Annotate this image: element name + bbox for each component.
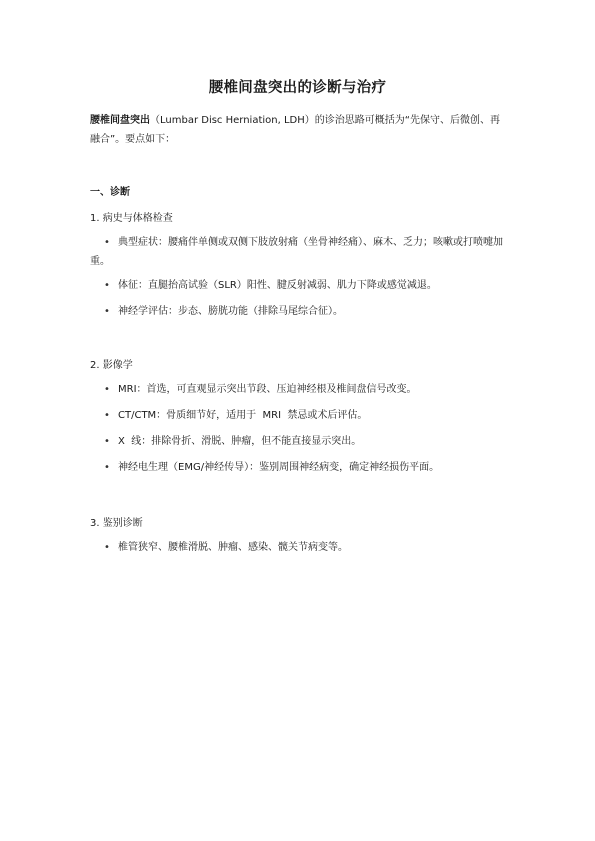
bullet-text: 体征：直腿抬高试验（SLR）阳性、腱反射减弱、肌力下降或感觉减退。 [118,280,437,291]
intro-text: （Lumbar Disc Herniation, LDH）的诊治思路可概括为“先保守、后微创、再融合”。要点如下： [90,115,500,145]
bullet-item [90,302,507,321]
bullet-item [90,458,507,477]
subsection-heading-differential: 3. 鉴别诊断 [90,518,143,529]
bullet-text: 典型症状：腰痛伴单侧或双侧下肢放射痛（坐骨神经痛）、麻木、乏力；咳嗽或打喷嚏加重。 [90,237,503,267]
bullet-dot: • [104,436,110,447]
bullet-text: CT/CTM：骨质细节好，适用于 MRI 禁忌或术后评估。 [118,410,368,421]
bullet-dot: • [104,237,110,248]
bullet-item [90,432,507,451]
bullet-text: 神经学评估：步态、膀胱功能（排除马尾综合征）。 [118,306,343,317]
page-title: 腰椎间盘突出的诊断与治疗 [208,80,387,96]
bullet-dot: • [104,384,110,395]
bullet-text: X 线：排除骨折、滑脱、肿瘤，但不能直接显示突出。 [118,436,362,447]
section-heading-diagnosis: 一、诊断 [90,187,130,198]
subsection-heading-history: 1. 病史与体格检查 [90,213,173,224]
bullet-item [90,276,507,295]
intro-term: 腰椎间盘突出 [90,115,150,126]
bullet-dot: • [104,280,110,291]
bullet-item [90,380,507,399]
bullet-text: MRI：首选，可直观显示突出节段、压迫神经根及椎间盘信号改变。 [118,384,417,395]
intro-paragraph [90,111,507,149]
subsection-heading-imaging: 2. 影像学 [90,360,133,371]
bullet-item [90,538,507,557]
bullet-item [90,233,507,271]
bullet-dot: • [104,462,110,473]
bullet-text: 神经电生理（EMG/神经传导）：鉴别周围神经病变，确定神经损伤平面。 [118,462,440,473]
bullet-dot: • [104,410,110,421]
bullet-text: 椎管狭窄、腰椎滑脱、肿瘤、感染、髋关节病变等。 [118,542,348,553]
bullet-item [90,406,507,425]
bullet-dot: • [104,306,110,317]
bullet-dot: • [104,542,110,553]
